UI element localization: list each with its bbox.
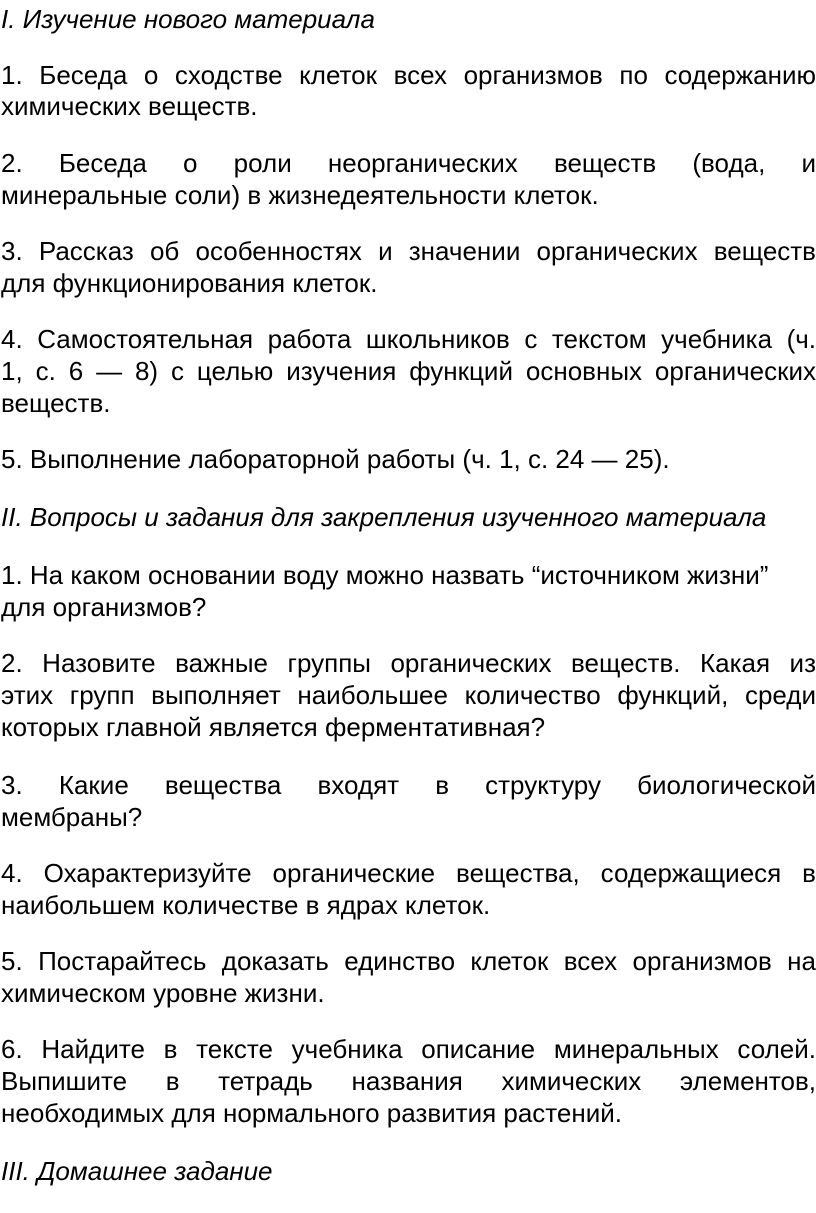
question-1-line-2: для организмов?	[1, 592, 207, 622]
study-item-4-line-2: 1, с. 6 — 8) с целью изучения функций основных органических	[1, 356, 816, 386]
question-4-line-2: наибольшем количестве в ядрах клеток.	[1, 890, 491, 920]
study-item-4-line-1: 4. Самостоятельная работа школьников с текстом учебника (ч.	[1, 324, 816, 354]
question-3-line-1: 3. Какие вещества входят в структуру биологической	[1, 770, 816, 800]
study-item-4-line-3: веществ.	[1, 388, 111, 418]
question-6-line-2: Выпишите в тетрадь названия химических элементов,	[1, 1066, 816, 1096]
section-heading-study: I. Изучение нового материала	[1, 4, 375, 34]
question-4-line-1: 4. Охарактеризуйте органические вещества, содержащиеся в	[1, 858, 816, 888]
section-heading-homework: III. Домашнее задание	[1, 1156, 273, 1186]
section-heading-questions: II. Вопросы и задания для закрепления изученного материала	[1, 502, 767, 532]
question-5-line-2: химическом уровне жизни.	[1, 978, 325, 1008]
question-6-line-3: необходимых для нормального развития растений.	[1, 1098, 623, 1128]
question-1-line-1: 1. На каком основании воду можно назвать “источником жизни”	[1, 560, 769, 590]
question-2-line-2: этих групп выполняет наибольшее количество функций, среди	[1, 680, 816, 710]
study-item-1-line-2: химических веществ.	[1, 91, 258, 121]
question-3-line-2: мембраны?	[1, 802, 143, 832]
study-item-5-line-1: 5. Выполнение лабораторной работы (ч. 1, с. 24 — 25).	[1, 444, 670, 474]
question-6-line-1: 6. Найдите в тексте учебника описание минеральных солей.	[1, 1034, 816, 1064]
question-5-line-1: 5. Постарайтесь доказать единство клеток всех организмов на	[1, 946, 816, 976]
question-2-line-1: 2. Назовите важные группы органических веществ. Какая из	[1, 648, 816, 678]
study-item-2-line-1: 2. Беседа о роли неорганических веществ (вода, и	[1, 148, 816, 178]
study-item-1-line-1: 1. Беседа о сходстве клеток всех организмов по содержанию	[1, 60, 816, 90]
study-item-3-line-1: 3. Рассказ об особенностях и значении органических веществ	[1, 236, 816, 266]
question-2-line-3: которых главной является ферментативная?	[1, 712, 546, 742]
study-item-3-line-2: для функционирования клеток.	[1, 268, 378, 298]
study-item-2-line-2: минеральные соли) в жизнедеятельности клеток.	[1, 180, 599, 210]
